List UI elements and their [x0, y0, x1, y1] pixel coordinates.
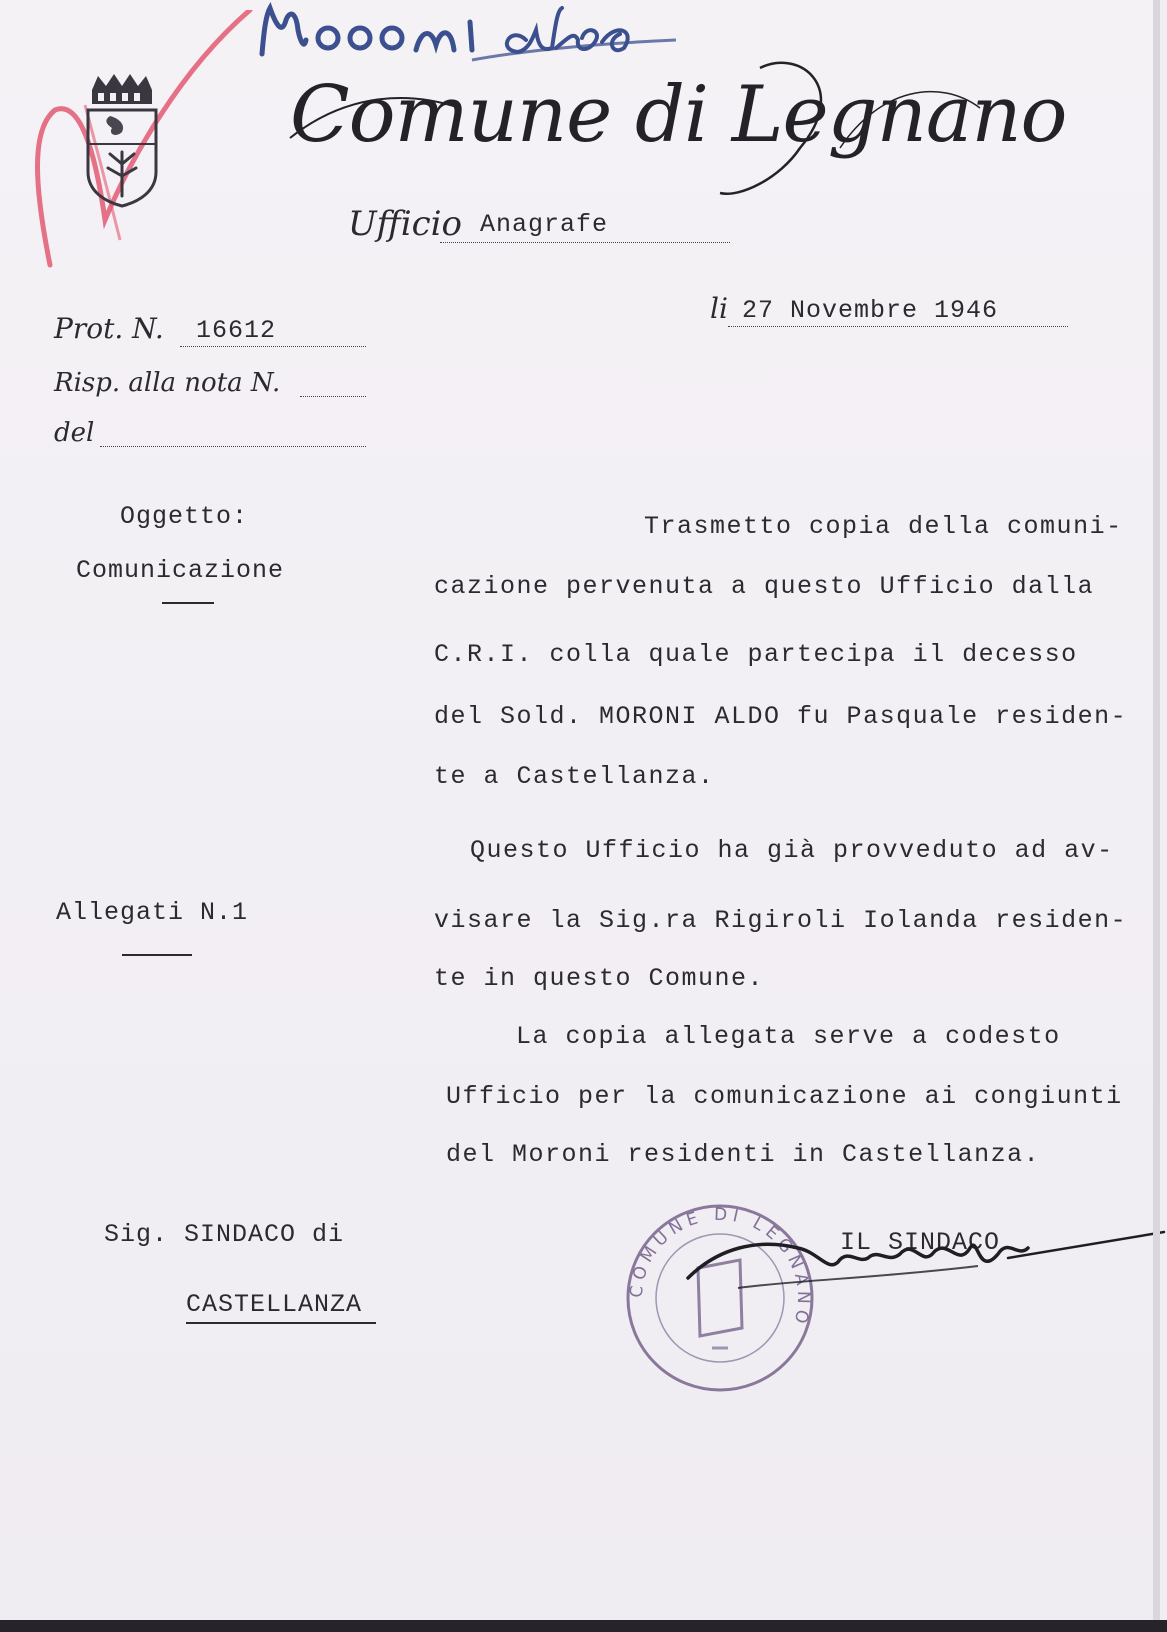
- office-line: [440, 242, 730, 243]
- title-flourish: [280, 48, 1000, 208]
- office-label: Ufficio: [348, 204, 463, 244]
- attachments-label: Allegati N.1: [56, 898, 249, 927]
- scan-border: [0, 1620, 1167, 1632]
- date-prefix: li: [710, 292, 728, 325]
- mayor-signature: [678, 1218, 1167, 1308]
- subject-underline: [162, 602, 214, 604]
- prot-label: Prot. N.: [54, 312, 164, 345]
- date-value: 27 Novembre 1946: [742, 296, 999, 325]
- recipient-underline: [186, 1322, 376, 1324]
- recipient-line2: CASTELLANZA: [186, 1290, 363, 1319]
- subject-value: Comunicazione: [76, 556, 285, 585]
- attachments-underline: [122, 954, 192, 956]
- body-line: C.R.I. colla quale partecipa il decesso: [434, 640, 1078, 669]
- body-line: Trasmetto copia della comuni-: [644, 512, 1123, 541]
- signatory-title: IL SINDACO: [840, 1228, 1001, 1257]
- prot-line: [180, 346, 366, 347]
- body-line: te in questo Comune.: [434, 964, 765, 993]
- subject-label: Oggetto:: [120, 502, 249, 531]
- body-line: del Sold. MORONI ALDO fu Pasquale residen-: [434, 702, 1128, 731]
- stamp-text: COMUNE DI LEGNANO: [626, 1204, 814, 1331]
- body-line: cazione pervenuta a questo Ufficio dalla: [434, 572, 1095, 601]
- body-line: visare la Sig.ra Rigiroli Iolanda residen-: [434, 906, 1128, 935]
- body-line: te a Castellanza.: [434, 762, 715, 791]
- risp-label: Risp. alla nota N.: [54, 368, 281, 398]
- risp-line: [300, 396, 366, 397]
- body-line: del Moroni residenti in Castellanza.: [446, 1140, 1041, 1169]
- office-value: Anagrafe: [480, 210, 609, 239]
- body-line: Questo Ufficio ha già provveduto ad av-: [470, 836, 1114, 865]
- municipality-title: Comune di Legnano: [290, 70, 1067, 160]
- del-line: [100, 446, 366, 447]
- coat-of-arms-icon: [82, 72, 162, 208]
- paper-edge: [1153, 0, 1160, 1632]
- prot-value: 16612: [196, 316, 277, 345]
- recipient-line1: Sig. SINDACO di: [104, 1220, 345, 1249]
- body-line: Ufficio per la comunicazione ai congiunti: [446, 1082, 1123, 1111]
- date-line: [728, 326, 1068, 327]
- body-line: La copia allegata serve a codesto: [516, 1022, 1061, 1051]
- del-label: del: [54, 418, 95, 448]
